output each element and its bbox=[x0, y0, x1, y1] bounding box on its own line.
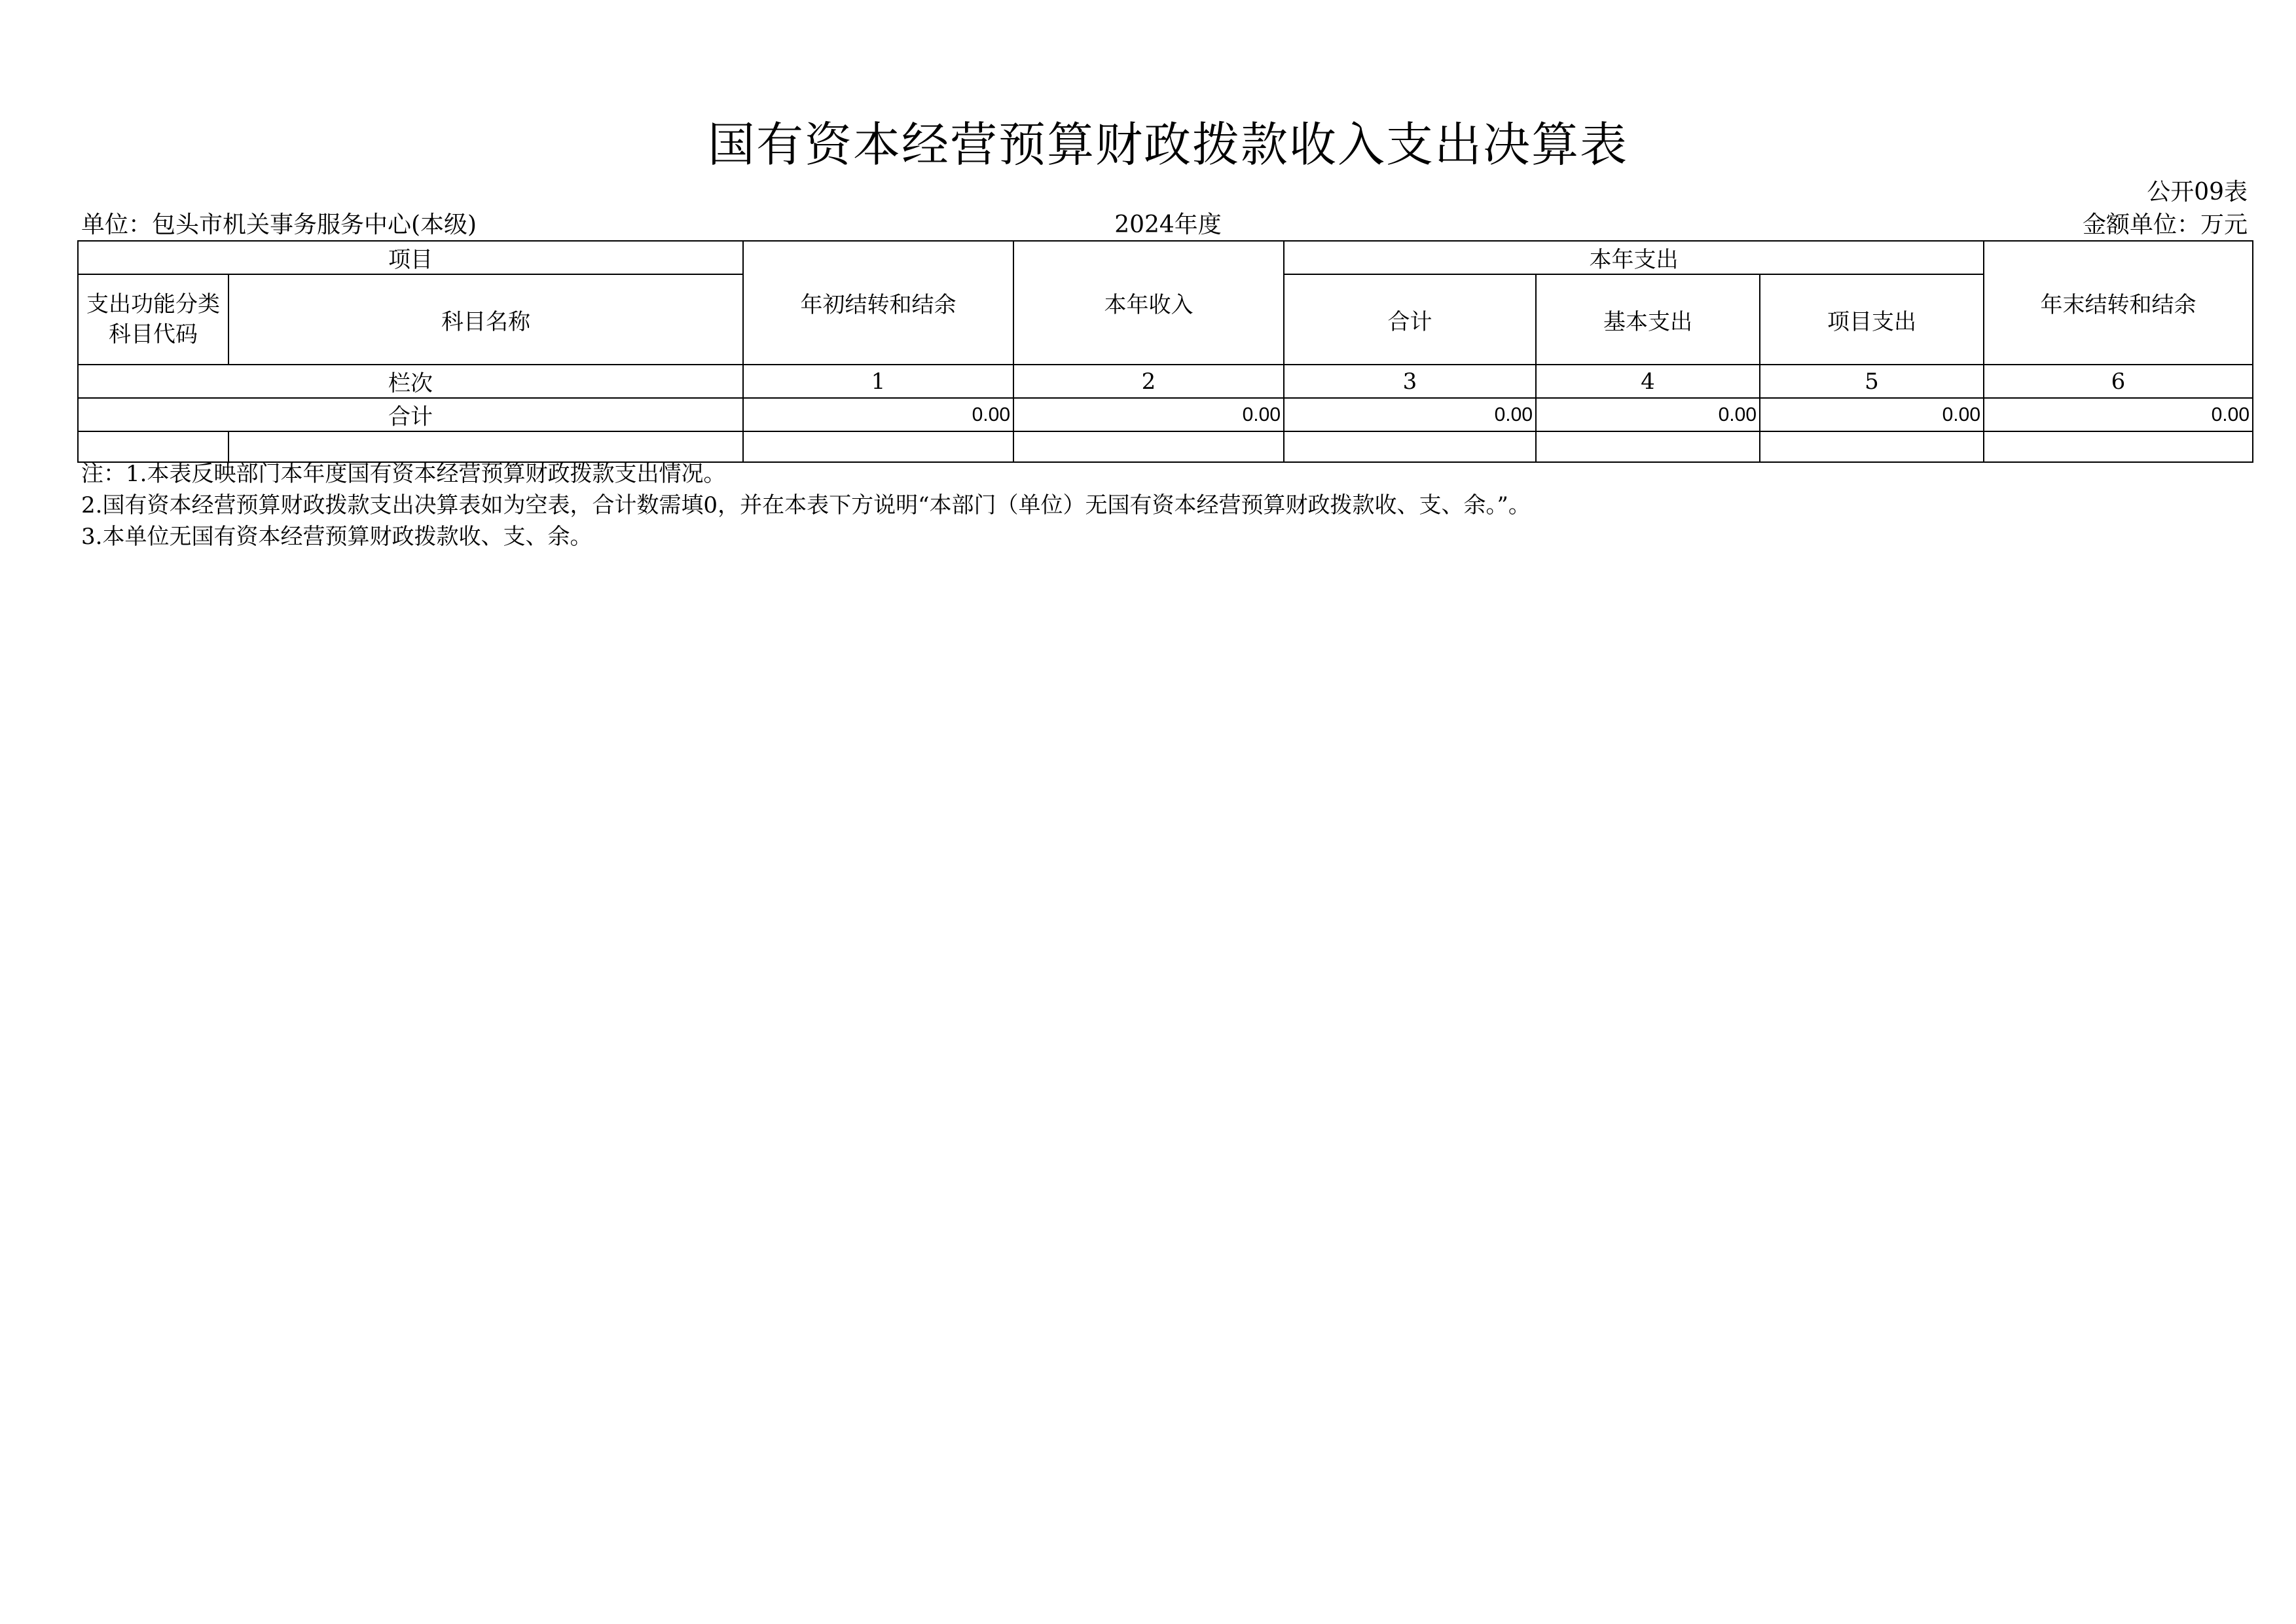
empty-cell bbox=[743, 431, 1013, 462]
header-code: 支出功能分类科目代码 bbox=[78, 274, 228, 365]
total-value: 0.00 bbox=[1013, 398, 1284, 431]
empty-row bbox=[78, 431, 2253, 462]
empty-cell bbox=[1536, 431, 1760, 462]
header-begin-balance: 年初结转和结余 bbox=[743, 241, 1013, 365]
note-line: 3.本单位无国有资本经营预算财政拨款收、支、余。 bbox=[81, 524, 592, 550]
total-value: 0.00 bbox=[1284, 398, 1536, 431]
col-number: 4 bbox=[1536, 365, 1760, 398]
header-end-balance: 年末结转和结余 bbox=[1984, 241, 2253, 365]
note-line: 注：1.本表反映部门本年度国有资本经营预算财政拨款支出情况。 bbox=[81, 461, 726, 487]
page-title: 国有资本经营预算财政拨款收入支出决算表 bbox=[707, 117, 1628, 172]
total-value: 0.00 bbox=[1760, 398, 1984, 431]
header-project: 项目支出 bbox=[1760, 274, 1984, 365]
empty-cell bbox=[228, 431, 743, 462]
year-label: 2024年度 bbox=[1114, 211, 1222, 238]
notes bbox=[81, 458, 1531, 552]
budget-table bbox=[77, 240, 2253, 463]
header-total: 合计 bbox=[1284, 274, 1536, 365]
header-name: 科目名称 bbox=[228, 274, 743, 365]
header-income: 本年收入 bbox=[1013, 241, 1284, 365]
form-code: 公开09表 bbox=[2147, 179, 2248, 206]
col-number: 6 bbox=[1984, 365, 2253, 398]
col-number: 3 bbox=[1284, 365, 1536, 398]
header-item: 项目 bbox=[78, 241, 743, 274]
col-number: 5 bbox=[1760, 365, 1984, 398]
currency-label: 金额单位：万元 bbox=[2082, 211, 2248, 238]
note-line: 2.国有资本经营预算财政拨款支出决算表如为空表，合计数需填0，并在本表下方说明“本部门（单位）无国有资本经营预算财政拨款收、支、余。”。 bbox=[81, 492, 1531, 518]
total-value: 0.00 bbox=[743, 398, 1013, 431]
header-basic: 基本支出 bbox=[1536, 274, 1760, 365]
unit-label: 单位：包头市机关事务服务中心(本级) bbox=[81, 211, 477, 238]
total-label: 合计 bbox=[78, 398, 743, 431]
empty-cell bbox=[1984, 431, 2253, 462]
empty-cell bbox=[1013, 431, 1284, 462]
header-expense-group: 本年支出 bbox=[1284, 241, 1984, 274]
empty-cell bbox=[78, 431, 228, 462]
total-value: 0.00 bbox=[1984, 398, 2253, 431]
total-value: 0.00 bbox=[1536, 398, 1760, 431]
empty-cell bbox=[1760, 431, 1984, 462]
col-number: 2 bbox=[1013, 365, 1284, 398]
row-index-label: 栏次 bbox=[78, 365, 743, 398]
col-number: 1 bbox=[743, 365, 1013, 398]
empty-cell bbox=[1284, 431, 1536, 462]
